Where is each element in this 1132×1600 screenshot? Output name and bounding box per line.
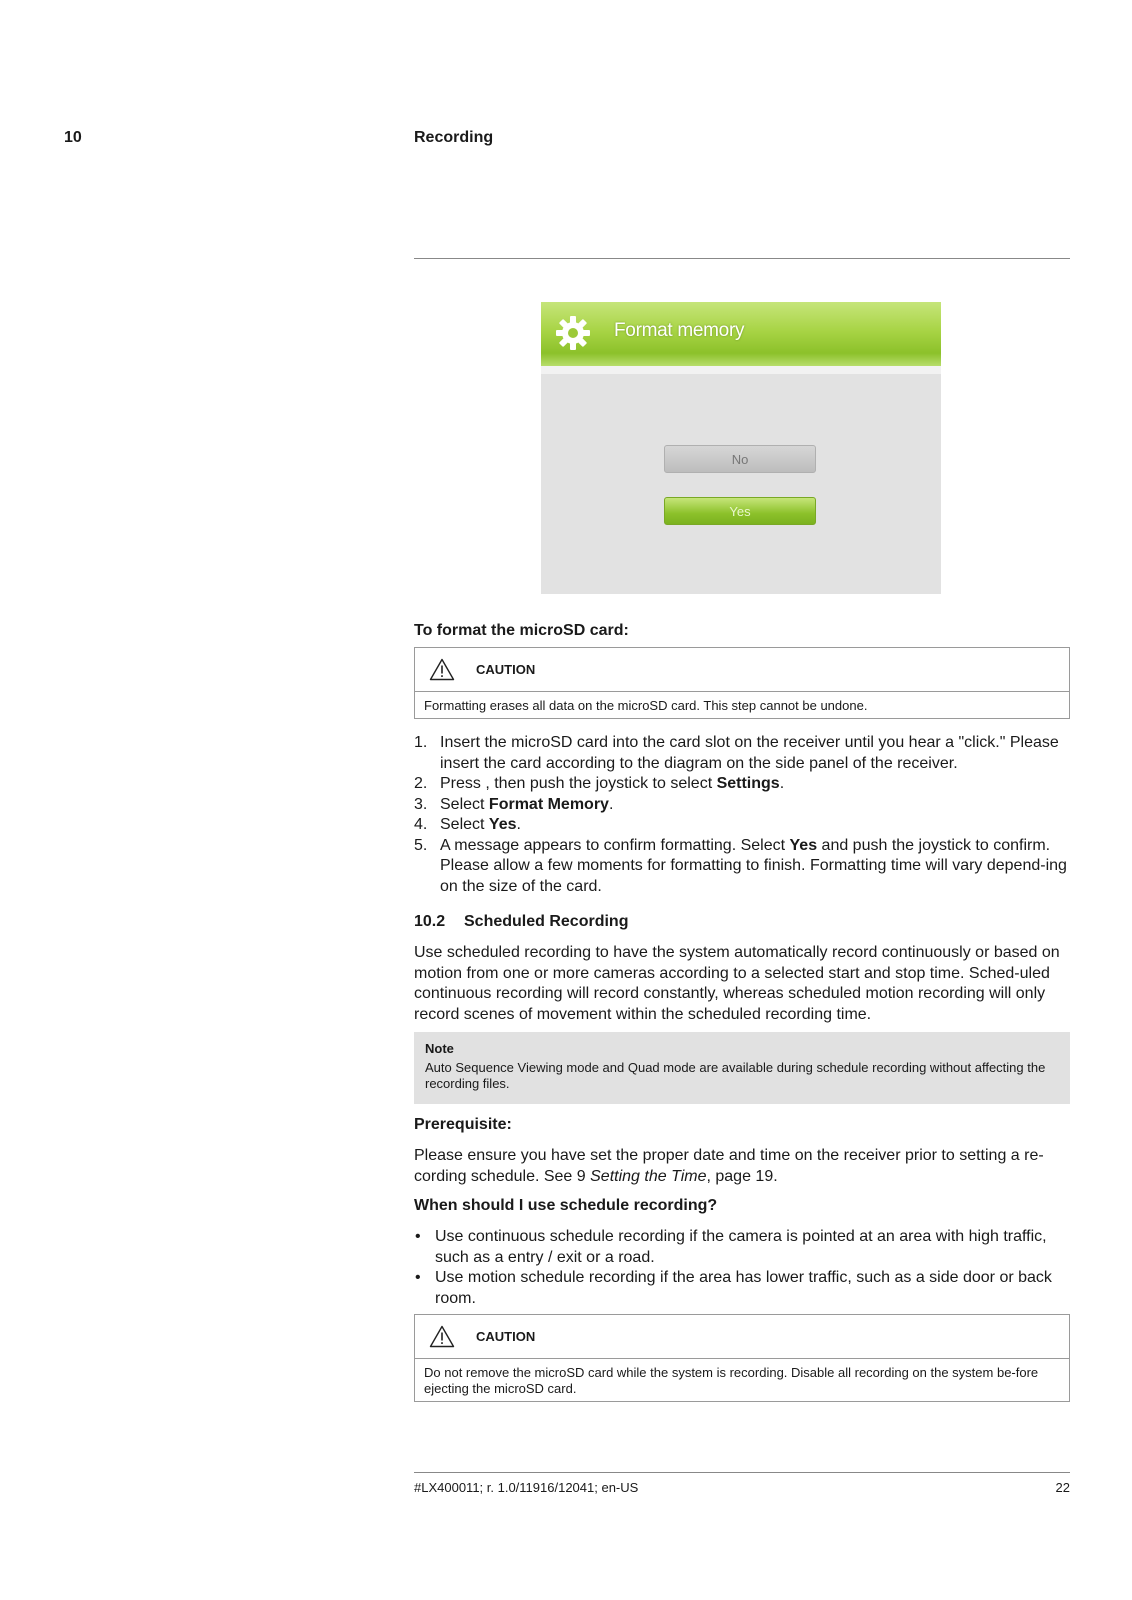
prerequisite-text bbox=[414, 1146, 1074, 1187]
step-text-pre: Press , then push the joystick to select bbox=[440, 775, 717, 792]
caution-header bbox=[415, 1315, 1069, 1359]
caution-header bbox=[415, 648, 1069, 692]
yes-button[interactable]: Yes bbox=[664, 497, 816, 525]
device-screen-title: Format memory bbox=[614, 320, 745, 341]
step-text-pre: A message appears to confirm formatting. Select bbox=[440, 836, 790, 854]
note-label: Note bbox=[425, 1041, 454, 1056]
step-item bbox=[414, 733, 1074, 774]
step-text-bold: Format Memory bbox=[488, 795, 609, 813]
step-number: 4. bbox=[414, 816, 428, 833]
gear-icon bbox=[555, 315, 591, 351]
footer-divider bbox=[414, 1472, 1070, 1473]
section-heading bbox=[414, 913, 628, 931]
caution-box-recording bbox=[414, 1314, 1070, 1402]
usage-bullets bbox=[414, 1227, 1074, 1309]
bullet-text: Use continuous schedule recording if the camera is pointed at an area with high traffic, such as a entry / exit or a road. bbox=[435, 1228, 1047, 1266]
prerequisite-heading: Prerequisite: bbox=[414, 1116, 512, 1133]
chapter-title: Recording bbox=[414, 129, 494, 146]
step-text-pre: Select bbox=[440, 816, 489, 833]
bullet-dot: • bbox=[415, 1228, 421, 1245]
step-number: 3. bbox=[414, 795, 428, 813]
section-title: Scheduled Recording bbox=[464, 913, 629, 930]
step-item bbox=[414, 836, 1074, 898]
section-number: 10.2 bbox=[414, 913, 446, 930]
chapter-number: 10 bbox=[64, 129, 82, 146]
format-steps-list bbox=[414, 733, 1074, 897]
step-text-post: and push the joystick to confirm. Please allow a few moments for formatting to finish. Formatting time will vary depend-ing on the size of the card. bbox=[440, 836, 1067, 895]
caution-box-format bbox=[414, 647, 1070, 719]
header-divider bbox=[414, 258, 1070, 259]
bullet-item bbox=[414, 1268, 1074, 1309]
bullet-text: Use motion schedule recording if the area has lower traffic, such as a side door or back room. bbox=[435, 1269, 1052, 1307]
step-item bbox=[414, 774, 1074, 795]
caution-text: Do not remove the microSD card while the system is recording. Disable all recording on the system be-fore ejecting the microSD card. bbox=[424, 1365, 1039, 1396]
step-item bbox=[414, 795, 1074, 816]
step-text-post: . bbox=[516, 816, 521, 833]
step-text-bold: Yes bbox=[789, 836, 818, 854]
caution-label: CAUTION bbox=[476, 1329, 536, 1344]
step-text-post: . bbox=[779, 775, 785, 792]
step-text: Insert the microSD card into the card slot on the receiver until you hear a "click." Please insert the card according to the diagram on the side panel of the receiver. bbox=[440, 734, 1059, 772]
bullet-item bbox=[414, 1227, 1074, 1268]
prereq-text-post: , page 19. bbox=[706, 1167, 778, 1185]
format-memory-screenshot bbox=[541, 302, 941, 594]
step-number: 1. bbox=[414, 734, 428, 751]
step-text-pre: Select bbox=[440, 795, 489, 813]
warning-icon bbox=[429, 1325, 455, 1348]
no-button[interactable]: No bbox=[664, 445, 816, 473]
when-heading: When should I use schedule recording? bbox=[414, 1197, 718, 1214]
caution-text: Formatting erases all data on the microSD card. This step cannot be undone. bbox=[424, 698, 868, 713]
device-header-separator bbox=[541, 366, 941, 374]
procedure-heading: To format the microSD card: bbox=[414, 622, 629, 639]
note-box bbox=[414, 1032, 1070, 1104]
prereq-link-text[interactable]: Setting the Time bbox=[590, 1167, 707, 1185]
step-text-bold: Yes bbox=[488, 816, 517, 833]
bullet-dot: • bbox=[415, 1269, 421, 1286]
section-intro: Use scheduled recording to have the system automatically record continuously or based on motion from one or more cameras according to a selected start and stop time. Sched-uled continuous recording will record constantly, whereas scheduled motion recording will only record scenes of movement within the scheduled recording time. bbox=[414, 944, 1060, 1023]
step-text-post: . bbox=[608, 795, 614, 813]
step-number: 2. bbox=[414, 775, 428, 792]
caution-label: CAUTION bbox=[476, 662, 536, 677]
step-text-bold: Settings bbox=[716, 775, 780, 792]
warning-icon bbox=[429, 658, 455, 681]
step-number: 5. bbox=[414, 836, 428, 854]
prereq-text-pre: Please ensure you have set the proper date and time on the receiver prior to setting a re-cording schedule. See 9 bbox=[414, 1147, 1044, 1185]
device-header-bar bbox=[541, 302, 941, 366]
footer-doc-id: #LX400011; r. 1.0/11916/12041; en-US bbox=[414, 1480, 639, 1495]
note-text: Auto Sequence Viewing mode and Quad mode are available during schedule recording without affecting the recording files. bbox=[425, 1060, 1046, 1091]
page-number: 22 bbox=[1055, 1480, 1070, 1495]
step-item bbox=[414, 815, 1074, 836]
